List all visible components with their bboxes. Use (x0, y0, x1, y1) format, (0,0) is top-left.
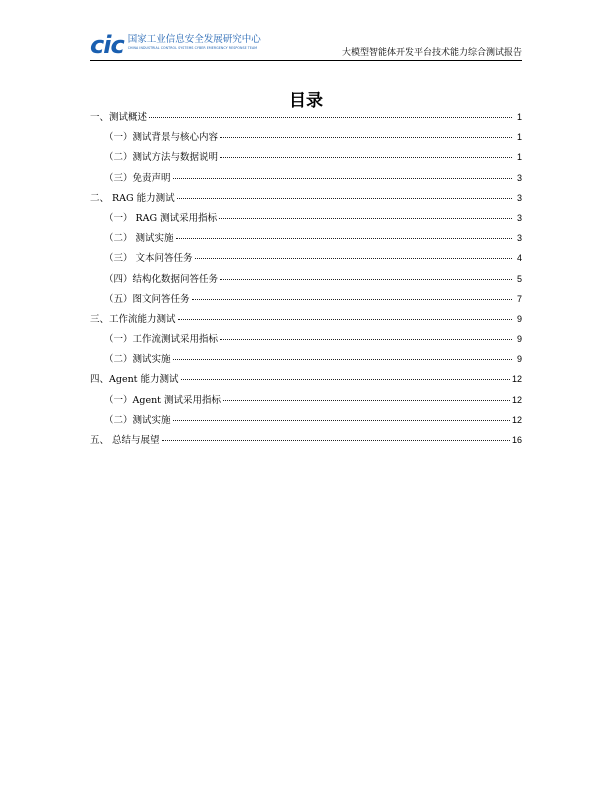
toc-entry[interactable] (90, 352, 522, 372)
toc-dot-leader (176, 238, 512, 239)
toc-entry-page: 9 (516, 334, 522, 345)
toc-entry-page: 9 (516, 354, 522, 365)
cic-logo (90, 31, 261, 59)
toc-entry-label: （一） RAG 测试采用指标 (104, 212, 218, 224)
toc-entry-page: 3 (516, 233, 522, 244)
toc-entry-page: 12 (511, 414, 522, 425)
toc-entry-label: （一）工作流测试采用指标 (104, 334, 219, 346)
toc-entry[interactable] (90, 231, 522, 251)
toc-entry-page: 5 (516, 273, 522, 284)
toc-entry-label: （二）测试方法与数据说明 (104, 152, 219, 164)
toc-entry-page: 3 (516, 212, 522, 223)
toc-dot-leader (181, 379, 510, 380)
toc-entry-label: （五）图文问答任务 (104, 293, 190, 305)
toc-entry-page: 12 (511, 394, 522, 405)
toc-entry[interactable] (90, 332, 522, 352)
toc-entry[interactable] (90, 433, 522, 453)
toc-entry[interactable] (90, 150, 522, 170)
page-header (90, 30, 522, 61)
toc-dot-leader (220, 279, 512, 280)
toc-dot-leader (177, 198, 512, 199)
toc-entry[interactable] (90, 191, 522, 211)
toc-entry[interactable] (90, 393, 522, 413)
toc-entry-label: （二）测试实施 (104, 414, 171, 426)
toc-dot-leader (219, 218, 512, 219)
org-name-en: CHINA INDUSTRIAL CONTROL SYSTEMS CYBER EMERGENCY RESPONSE TEAM (127, 46, 258, 50)
toc-entry-label: （一）测试背景与核心内容 (104, 132, 219, 144)
toc-entry-page: 16 (511, 435, 522, 445)
toc-dot-leader (223, 400, 510, 401)
toc-entry-page: 3 (516, 192, 522, 203)
toc-entry-label: （三） 文本问答任务 (104, 253, 193, 265)
toc-entry-page: 3 (516, 172, 522, 183)
toc-entry-label: （二）测试实施 (104, 354, 171, 366)
toc-entry[interactable] (90, 272, 522, 292)
toc-entry-label: （二） 测试实施 (104, 233, 174, 245)
logo-text (128, 34, 261, 51)
toc-entry[interactable] (90, 171, 522, 191)
toc-dot-leader (173, 420, 510, 421)
toc-entry-page: 1 (516, 112, 522, 122)
toc-entry-label: （四）结构化数据问答任务 (104, 273, 219, 285)
toc-dot-leader (178, 319, 512, 320)
toc-entry-label: 一、测试概述 (90, 112, 148, 123)
toc-entry-page: 1 (516, 152, 522, 163)
toc-entry[interactable] (90, 251, 522, 271)
toc-entry[interactable] (90, 292, 522, 312)
toc-dot-leader (149, 117, 512, 118)
toc-entry-page: 12 (511, 374, 522, 385)
toc-entry[interactable] (90, 312, 522, 332)
toc-entry-label: 四、Agent 能力测试 (90, 374, 179, 386)
report-title: 大模型智能体开发平台技术能力综合测试报告 (341, 48, 522, 58)
toc-dot-leader (173, 178, 512, 179)
toc-entry-page: 9 (516, 313, 522, 324)
toc-entry[interactable] (90, 413, 522, 433)
toc-entry-label: （一）Agent 测试采用指标 (104, 394, 222, 406)
toc-entry-page: 7 (516, 293, 522, 304)
toc-dot-leader (162, 440, 510, 441)
toc-entry-label: 五、 总结与展望 (90, 435, 160, 446)
toc-entry-page: 4 (516, 253, 522, 264)
table-of-contents (90, 110, 522, 453)
toc-title: 目录 (289, 91, 323, 111)
toc-dot-leader (173, 359, 512, 360)
org-name-cn: 国家工业信息安全发展研究中心 (127, 34, 261, 45)
toc-entry-page: 1 (516, 132, 522, 143)
toc-dot-leader (220, 157, 512, 158)
toc-dot-leader (192, 299, 512, 300)
toc-dot-leader (220, 339, 512, 340)
toc-entry-label: 二、 RAG 能力测试 (90, 192, 175, 204)
toc-entry[interactable] (90, 372, 522, 392)
toc-entry-label: （三）免责声明 (104, 172, 171, 184)
toc-dot-leader (220, 137, 512, 138)
toc-entry[interactable] (90, 130, 522, 150)
toc-entry-label: 三、工作流能力测试 (90, 313, 176, 325)
logo-mark: cic (90, 31, 124, 59)
toc-dot-leader (195, 258, 512, 259)
toc-entry[interactable] (90, 110, 522, 130)
toc-entry[interactable] (90, 211, 522, 231)
